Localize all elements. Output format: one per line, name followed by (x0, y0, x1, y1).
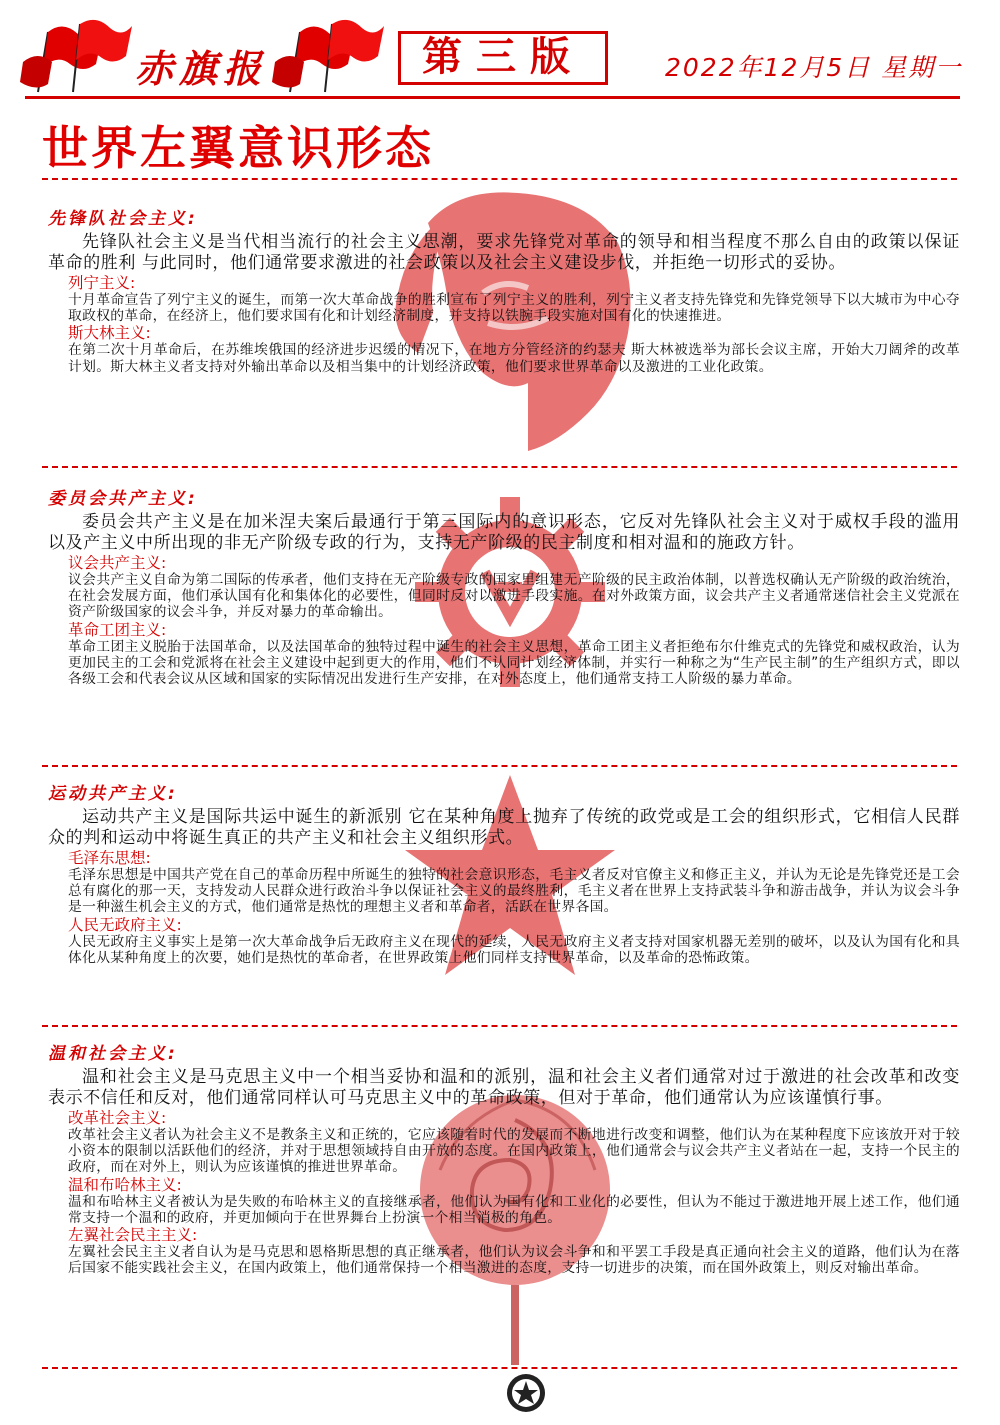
red-flag-icon (18, 12, 133, 97)
subsection-body: 毛泽东思想是中国共产党在自己的革命历程中所诞生的独特的社会意识形态，毛主义者反对官僚主义和修正主义，并认为无论是先锋党还是工会总有腐化的那一天，支持发动人民群众进行政治斗争以保证社会主义的最终胜利，毛主义者在世界上支持武装斗争和游击战争，并认为议会斗争是一种滋生机会主义的方式，他们通常是热忱的理想主义者和革命者，活跃在世界各国。 (68, 867, 960, 916)
section-title: 委员会共产主义: (48, 489, 198, 509)
subsection-body: 温和布哈林主义者被认为是失败的布哈林主义的直接继承者，他们认为国有化和工业化的必要性，但认为不能过于激进地开展上述工作，他们通常支持一个温和的政府，并更加倾向于在世界舞台上扮演一个相当消极的角色。 (68, 1193, 960, 1226)
section-title: 运动共产主义: (48, 784, 178, 804)
page-title: 世界左翼意识形态 (42, 121, 434, 175)
subsection-title: 温和布哈林主义: (68, 1175, 182, 1194)
masthead (0, 0, 1000, 100)
issue-date: 2022年12月5日 星期一 (665, 53, 963, 82)
section-title: 先锋队社会主义: (48, 209, 198, 229)
masthead-rule (25, 96, 960, 99)
subsection-title: 斯大林主义: (68, 324, 151, 343)
newspaper-brand: 赤旗报 (135, 46, 268, 91)
subsection-body: 议会共产主义自命为第二国际的传承者，他们支持在无产阶级专政的国家里组建无产阶级的民主政治体制，以普选权确认无产阶级的政治统治，在社会发展方面，他们承认国有化和集体化的必要性，但同时反对以激进手段实施。在对外政策方面，议会共产主义者通常迷信社会主义党派在资产阶级国家的议会斗争，并反对暴力的革命输出。 (68, 572, 960, 621)
section-intro: 先锋队社会主义是当代相当流行的社会主义思潮，要求先锋党对革命的领导和相当程度不那么自由的政策以保证革命的胜利 与此同时，他们通常要求激进的社会政策以及社会主义建设步伐，并拒绝一切形式的妥协。 (48, 232, 960, 273)
section-divider (42, 466, 957, 468)
section-divider (42, 765, 957, 767)
subsection-title: 左翼社会民主主义: (68, 1226, 198, 1245)
section-intro: 委员会共产主义是在加米涅夫案后最通行于第三国际内的意识形态，它反对先锋队社会主义对于威权手段的滥用以及产主义中所出现的非无产阶级专政的行为，支持无产阶级的民主制度和相对温和的施政方针。 (48, 512, 960, 553)
subsection-body: 人民无政府主义事实上是第一次大革命战争后无政府主义在现代的延续，人民无政府主义者支持对国家机器无差别的破坏，以及认为国有化和具体化从某种角度上的次要，她们是热忱的革命者，在世界政策上他们同样支持世界革命，以及革命的恐怖政策。 (68, 933, 960, 966)
subsection-title: 议会共产主义: (68, 554, 167, 572)
section-council-communism (48, 488, 960, 687)
red-flag-icon (270, 12, 385, 97)
subsection-title: 毛泽东思想: (68, 849, 151, 867)
section-intro: 运动共产主义是国际共运中诞生的新派别 它在某种角度上抛弃了传统的政党或是工会的组织形式，它相信人民群众的判和运动中将诞生真正的共产主义和社会主义组织形式。 (48, 807, 960, 848)
section-moderate-socialism (48, 1043, 960, 1276)
section-intro: 温和社会主义是马克思主义中一个相当妥协和温和的派别，温和社会主义者们通常对过于激进的社会改革和改变表示不信任和反对，他们通常同样认可马克思主义中的革命政策，但对于革命，他们通常认为应该谨慎行事。 (48, 1067, 960, 1108)
subsection-title: 革命工团主义: (68, 620, 167, 639)
subsection-body: 左翼社会民主主义者自认为是马克思和恩格斯思想的真正继承者，他们认为议会斗争和和平罢工手段是真正通向社会主义的道路，他们认为在落后国家不能实践社会主义，在国内政策上，他们通常保持一个相当激进的态度，支持一切进步的决策，而在国外政策上，则反对输出革命。 (68, 1244, 960, 1277)
star-gear-footer-icon (505, 1372, 547, 1414)
subsection-title: 人民无政府主义: (68, 915, 182, 934)
edition-box: 第三版 (398, 31, 608, 85)
section-movement-communism (48, 783, 960, 966)
section-title: 温和社会主义: (48, 1044, 178, 1064)
section-divider (42, 1025, 957, 1027)
subsection-body: 革命工团主义脱胎于法国革命，以及法国革命的独特过程中诞生的社会主义思想，革命工团主义者拒绝布尔什维克式的先锋党和威权政治，认为更加民主的工会和党派将在社会主义建设中起到更大的作用，他们不认同计划经济体制，并实行一种称之为“生产民主制”的生产组织方式，即以各级工会和代表会议从区域和国家的实际情况出发进行生产安排，在对外态度上，他们通常支持工人阶级的暴力革命。 (68, 638, 960, 688)
subsection-title: 列宁主义: (68, 274, 136, 292)
subsection-body: 改革社会主义者认为社会主义不是教条主义和正统的，它应该随着时代的发展而不断地进行改变和调整，他们认为在某种程度下应该放开对于较小资本的限制以活跃他们的经济，并对于思想领域持自由开放的态度。在国内政策上，他们通常会与议会共产主义者站在一起，支持一个民主的政府，而在对外上，则认为应该谨慎的推进世界革命。 (68, 1127, 960, 1176)
section-vanguard-socialism (48, 208, 960, 375)
subsection-body: 在第二次十月革命后，在苏维埃俄国的经济进步迟缓的情况下，在地方分管经济的约瑟夫 斯大林被选举为部长会议主席，开始大刀阔斧的改革计划。斯大林主义者支持对外输出革命以及相当集中的计划经济政策，他们要求世界革命以及激进的工业化政策。 (68, 342, 960, 375)
section-divider (42, 178, 957, 180)
subsection-body: 十月革命宣告了列宁主义的诞生，而第一次大革命战争的胜利宣布了列宁主义的胜利，列宁主义者支持先锋党和先锋党领导下以大城市为中心夺取政权的革命，在经济上，他们要求国有化和计划经济制度，并支持以铁腕手段实施对国有化的快速推进。 (68, 292, 960, 325)
subsection-title: 改革社会主义: (68, 1109, 167, 1127)
